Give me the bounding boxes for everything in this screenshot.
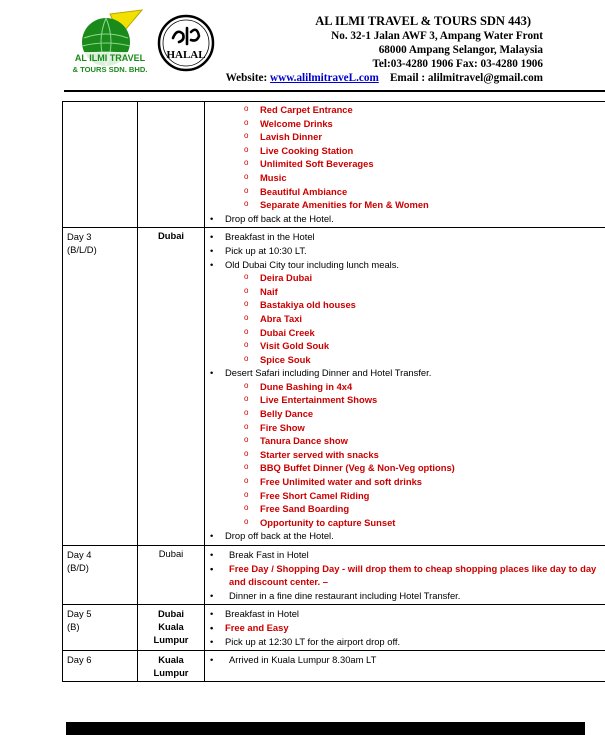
location-cell [138, 102, 205, 228]
footer-bar [66, 722, 585, 735]
list-item: o Live Cooking Station [209, 144, 605, 158]
list-item: o Bastakiya old houses [209, 298, 605, 312]
meal-code: (B/D) [67, 562, 89, 573]
website-email-line [226, 71, 543, 85]
location-cell [138, 546, 205, 605]
website-link[interactable]: www.alilmitraveL.com [270, 72, 379, 84]
list-item: • Old Dubai City tour including lunch meals. [209, 258, 605, 272]
list-item: • Dinner in a fine dine restaurant including Hotel Transfer. [209, 589, 605, 603]
day-label: Day 5 [67, 608, 92, 620]
table-row [63, 546, 605, 605]
list-item: • Free and Easy [209, 621, 605, 635]
activity-list [209, 366, 605, 380]
day-cell [63, 605, 138, 651]
list-item: o BBQ Buffet Dinner (Veg & Non-Veg options) [209, 461, 605, 475]
logo-text-line2: & TOURS SDN. BHD. [72, 65, 148, 74]
list-item: o Free Sand Boarding [209, 502, 605, 516]
activities-cell [205, 102, 605, 228]
list-item: • Drop off back at the Hotel. [209, 212, 605, 226]
list-item: o Starter served with snacks [209, 448, 605, 462]
list-item: o Live Entertainment Shows [209, 393, 605, 407]
table-row [63, 102, 605, 228]
activity-list [209, 548, 605, 602]
location-label: Dubai [157, 230, 185, 242]
list-item: o Abra Taxi [209, 312, 605, 326]
activity-list [209, 653, 605, 667]
phone-fax: Tel:03-4280 1906 Fax: 03-4280 1906 [372, 58, 543, 70]
list-item: • Pick up at 10:30 LT. [209, 244, 605, 258]
list-item: o Dune Bashing in 4x4 [209, 380, 605, 394]
list-item: o Separate Amenities for Men & Women [209, 198, 605, 212]
table-row [63, 605, 605, 651]
activities-cell [205, 228, 605, 546]
list-item: • Break Fast in Hotel [209, 548, 605, 562]
day-cell [63, 228, 138, 546]
activity-list [209, 212, 605, 226]
company-name: AL ILMI TRAVEL & TOURS SDN 443) [315, 14, 531, 28]
activities-cell [205, 651, 605, 682]
day-cell [63, 102, 138, 228]
activity-list [209, 230, 605, 271]
meal-code: (B) [67, 621, 80, 633]
list-item: • Free Day / Shopping Day - will drop them to cheap shopping places like day to day and discount center. – [209, 562, 605, 589]
table-row [63, 228, 605, 546]
list-item: o Opportunity to capture Sunset [209, 516, 605, 530]
day-cell [63, 546, 138, 605]
list-item: o Belly Dance [209, 407, 605, 421]
location-label: Lumpur [153, 634, 189, 646]
day-label: Day 4 [67, 549, 92, 560]
city-tour-list [209, 271, 605, 366]
address-line2: 68000 Ampang Selangor, Malaysia [378, 44, 543, 56]
email-address: alilmitravel@gmail.com [427, 72, 543, 84]
list-item: o Visit Gold Souk [209, 339, 605, 353]
location-label: Kuala [158, 654, 184, 666]
list-item: o Naif [209, 285, 605, 299]
activities-cell [205, 546, 605, 605]
list-item: o Fire Show [209, 421, 605, 435]
day-cell [63, 651, 138, 682]
location-cell [138, 605, 205, 651]
list-item: • Drop off back at the Hotel. [209, 529, 605, 543]
list-item: o Dubai Creek [209, 326, 605, 340]
list-item: • Breakfast in Hotel [209, 607, 605, 621]
list-item: o Welcome Drinks [209, 117, 605, 131]
list-item: o Red Carpet Entrance [209, 103, 605, 117]
website-label: Website: [225, 72, 268, 84]
location-label: Dubai [158, 548, 184, 559]
day-label: Day 3 [67, 231, 92, 243]
company-details [226, 14, 543, 85]
list-item: • Arrived in Kuala Lumpur 8.30am LT [209, 653, 605, 667]
company-logo-icon [70, 8, 150, 88]
activity-list [209, 607, 605, 648]
logo-text-line1: AL ILMI TRAVEL [74, 53, 146, 63]
address-line1: No. 32-1 Jalan AWF 3, Ampang Water Front [331, 30, 543, 42]
itinerary-table [62, 101, 605, 682]
list-item: o Tanura Dance show [209, 434, 605, 448]
email-label: Email : [389, 72, 426, 84]
location-cell [138, 651, 205, 682]
header-divider [64, 90, 605, 92]
dinner-amenities-list [209, 103, 605, 212]
activity-list [209, 529, 605, 543]
desert-safari-list [209, 380, 605, 530]
halal-seal-icon [157, 14, 215, 72]
location-label: Kuala [158, 621, 184, 633]
meal-code: (B/L/D) [67, 244, 97, 256]
location-label: Lumpur [153, 667, 189, 679]
table-row [63, 651, 605, 682]
letterhead [0, 0, 605, 95]
list-item: o Free Unlimited water and soft drinks [209, 475, 605, 489]
list-item: o Spice Souk [209, 353, 605, 367]
list-item: • Breakfast in the Hotel [209, 230, 605, 244]
day-label: Day 6 [67, 654, 92, 666]
location-cell [138, 228, 205, 546]
list-item: o Unlimited Soft Beverages [209, 157, 605, 171]
list-item: o Lavish Dinner [209, 130, 605, 144]
activities-cell [205, 605, 605, 651]
location-label: Dubai [157, 608, 185, 620]
list-item: o Deira Dubai [209, 271, 605, 285]
list-item: • Pick up at 12:30 LT for the airport drop off. [209, 635, 605, 649]
halal-seal-label: HALAL [166, 49, 206, 61]
list-item: o Beautiful Ambiance [209, 185, 605, 199]
list-item: o Free Short Camel Riding [209, 489, 605, 503]
list-item: • Desert Safari including Dinner and Hotel Transfer. [209, 366, 605, 380]
list-item: o Music [209, 171, 605, 185]
